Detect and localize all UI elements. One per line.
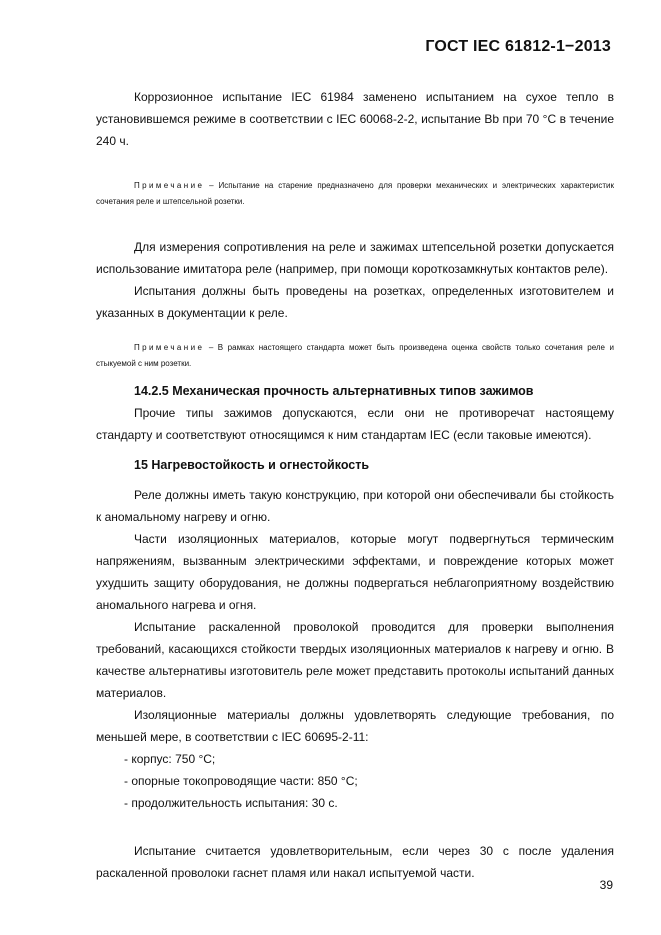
paragraph-requirements: Изоляционные материалы должны удовлетворять следующие требования, по меньшей мере, в соответствии с IEC 60695-2-11: bbox=[96, 708, 614, 744]
note-label: Примечание bbox=[134, 181, 205, 190]
note-aging-test bbox=[96, 178, 614, 210]
paragraph-insulating-parts: Части изоляционных материалов, которые могут подвергнуться термическим напряжениям, вызванным электрическими эффектами, и повреждение которых может ухудшить защиту оборудования, не должны подвергаться неблагоприятному воздействию аномального нагрева и огня. bbox=[96, 532, 614, 612]
paragraph-relay-design: Реле должны иметь такую конструкцию, при которой они обеспечивали бы стойкость к аномальному нагреву и огню. bbox=[96, 488, 614, 524]
note-label: Примечание bbox=[134, 343, 205, 352]
list-item-housing: - корпус: 750 °C; bbox=[124, 752, 216, 766]
paragraph-socket-tests: Испытания должны быть проведены на розетках, определенных изготовителем и указанных в документации к реле. bbox=[96, 284, 614, 320]
note-text: – В рамках настоящего стандарта может быть произведена оценка свойств только сочетания реле и стыкуемой с ним розетки. bbox=[96, 343, 614, 368]
section-heading-15: 15 Нагревостойкость и огнестойкость bbox=[134, 458, 370, 472]
list-item-test-duration: - продолжительность испытания: 30 с. bbox=[124, 796, 338, 810]
note-scope bbox=[96, 340, 614, 372]
paragraph-glow-wire-test: Испытание раскаленной проволокой проводится для проверки выполнения требований, касающихся стойкости твердых изоляционных материалов к нагреву и огню. В качестве альтернативы изготовитель реле может представить протоколы испытаний данных материалов. bbox=[96, 620, 614, 700]
note-text: – Испытание на старение предназначено для проверки механических и электрических характеристик сочетания реле и штепсельной розетки. bbox=[96, 181, 614, 206]
section-heading-14-2-5: 14.2.5 Механическая прочность альтернативных типов зажимов bbox=[134, 384, 534, 398]
paragraph-test-result: Испытание считается удовлетворительным, если через 30 с после удаления раскаленной проволоки гаснет пламя или накал испытуемой части. bbox=[96, 844, 614, 880]
list-item-current-parts: - опорные токопроводящие части: 850 °C; bbox=[124, 774, 358, 788]
page-number: 39 bbox=[599, 878, 613, 892]
standard-header: ГОСТ IEC 61812-1−2013 bbox=[425, 38, 611, 55]
page-content bbox=[96, 86, 614, 884]
paragraph-terminal-types: Прочие типы зажимов допускаются, если они не противоречат настоящему стандарту и соответствуют относящимся к ним стандартам IEC (если таковые имеются). bbox=[96, 406, 614, 442]
paragraph-corrosion-test: Коррозионное испытание IEC 61984 заменено испытанием на сухое тепло в установившемся режиме в соответствии с IEC 60068-2-2, испытание Bb при 70 °C в течение 240 ч. bbox=[96, 90, 614, 148]
paragraph-relay-simulator: Для измерения сопротивления на реле и зажимах штепсельной розетки допускается использование имитатора реле (например, при помощи короткозамкнутых контактов реле). bbox=[96, 240, 614, 276]
